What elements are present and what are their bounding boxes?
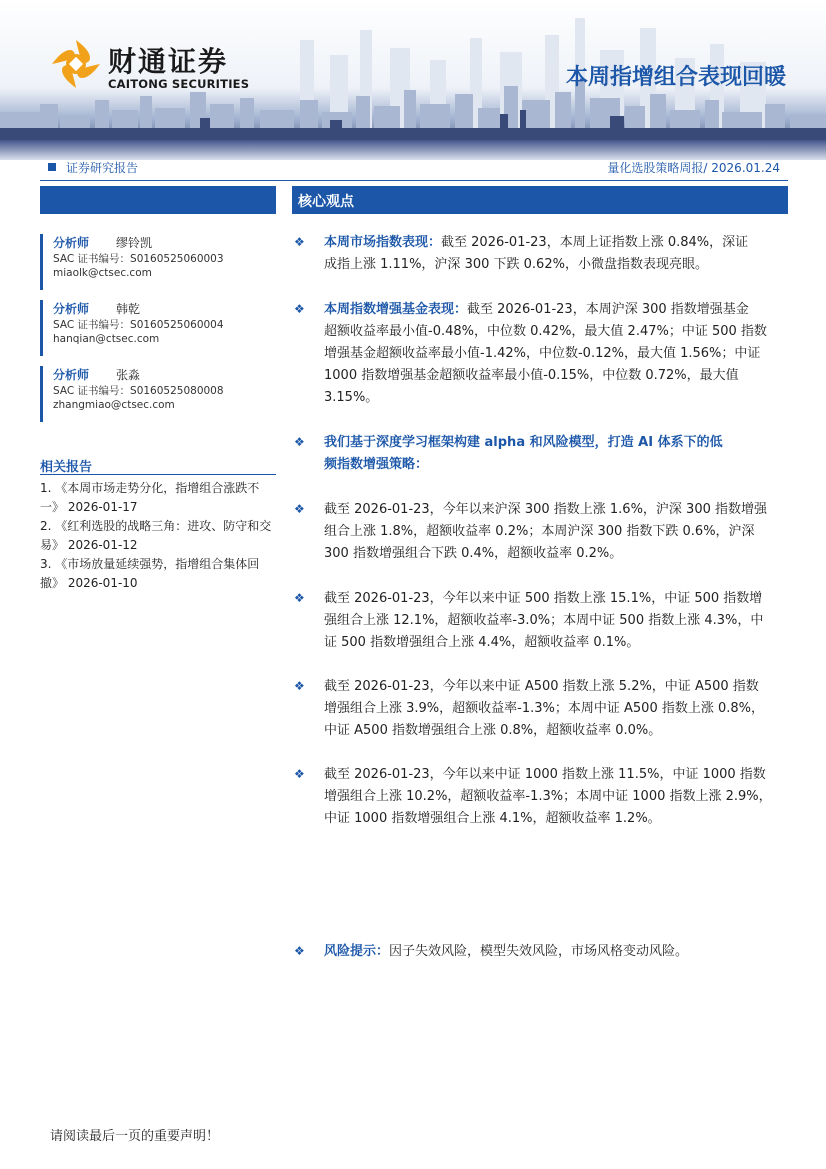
logo-chinese-name: 财通证券 (108, 45, 229, 78)
risk-warning-label: 风险提示： (324, 944, 390, 959)
core-views-title: 核心观点 (298, 194, 354, 210)
analyst-sac-number: SAC 证书编号：S0160525080008 (53, 385, 224, 397)
related-report-line[interactable]: 易》 2026-01-12 (40, 538, 138, 552)
paragraph-line: 证 500 指数增强组合上涨 4.4%，超额收益率 0.1%。 (324, 635, 640, 650)
report-type-label: 证券研究报告 (66, 161, 139, 175)
core-views-banner (292, 186, 788, 214)
paragraph-line: 300 指数增强组合下跌 0.4%，超额收益率 0.2%。 (324, 546, 623, 561)
csi1000-paragraph (324, 764, 790, 830)
paragraph-line: 截至 2026-01-23，本周沪深 300 指数增强基金 (467, 302, 749, 317)
page-header (0, 0, 826, 160)
diamond-bullet-icon: ❖ (294, 235, 305, 249)
analyst-card (40, 300, 279, 356)
paragraph-line: 截至 2026-01-23，今年以来中证 500 指数上涨 15.1%，中证 500 指数增 (324, 591, 763, 606)
company-logo (50, 38, 250, 98)
risk-warning-text: 因子失效风险，模型失效风险，市场风格变动风险。 (389, 944, 689, 959)
market-index-label: 本周市场指数表现： (324, 235, 442, 250)
diamond-bullet-icon: ❖ (294, 591, 305, 605)
analyst-name: 缪铃凯 (116, 236, 153, 250)
related-reports-title: 相关报告 (40, 456, 276, 475)
paragraph-line: 中证 A500 指数增强组合上涨 0.8%，超额收益率 0.0%。 (324, 723, 662, 738)
diamond-bullet-icon: ❖ (294, 502, 305, 516)
diamond-bullet-icon: ❖ (294, 767, 305, 781)
analyst-name: 韩乾 (116, 302, 141, 316)
diamond-bullet-icon: ❖ (294, 679, 305, 693)
analyst-name: 张淼 (116, 368, 141, 382)
market-index-paragraph (324, 232, 790, 276)
report-series-date: 量化选股策略周报/ 2026.01.24 (607, 161, 780, 175)
diamond-bullet-icon: ❖ (294, 302, 305, 316)
left-column-banner (40, 186, 276, 214)
paragraph-line: 增强组合上涨 10.2%，超额收益率-1.3%；本周中证 1000 指数上涨 2.9%， (324, 789, 772, 804)
paragraph-line: 截至 2026-01-23，今年以来中证 A500 指数上涨 5.2%，中证 A500 指数 (324, 679, 759, 694)
caitong-logo-icon (50, 38, 102, 90)
analyst-sac-number: SAC 证书编号：S0160525060004 (53, 319, 224, 331)
analyst-email[interactable]: hanqian@ctsec.com (53, 333, 160, 345)
related-report-line[interactable]: 一》 2026-01-17 (40, 500, 138, 514)
paragraph-line: 截至 2026-01-23，今年以来沪深 300 指数上涨 1.6%，沪深 300 指数增强 (324, 502, 767, 517)
related-report-line[interactable]: 撤》 2026-01-10 (40, 576, 138, 590)
paragraph-line: 截至 2026-01-23，本周上证指数上涨 0.84%，深证 (441, 235, 749, 250)
paragraph-line: 中证 1000 指数增强组合上涨 4.1%，超额收益率 1.2%。 (324, 811, 661, 826)
paragraph-line: 截至 2026-01-23，今年以来中证 1000 指数上涨 11.5%，中证 1000 指数 (324, 767, 766, 782)
csia500-paragraph (324, 676, 790, 742)
risk-warning-paragraph (324, 941, 790, 963)
analyst-role: 分析师 (53, 368, 90, 382)
paragraph-line: 超额收益率最小值-0.48%，中位数 0.42%，最大值 2.47%；中证 500 指数 (324, 324, 767, 339)
paragraph-line: 增强基金超额收益率最小值-1.42%，中位数-0.12%，最大值 1.56%；中证 (324, 346, 761, 361)
paragraph-line: 成指上涨 1.11%，沪深 300 下跌 0.62%，小微盘指数表现亮眼。 (324, 257, 708, 272)
enhanced-fund-label: 本周指数增强基金表现： (324, 302, 468, 317)
related-report-line[interactable]: 3. 《市场放量延续强势，指增组合集体回 (40, 557, 260, 571)
paragraph-line: 组合上涨 1.8%，超额收益率 0.2%；本周沪深 300 指数下跌 0.6%，沪深 (324, 524, 755, 539)
paragraph-line: 频指数增强策略： (324, 457, 429, 472)
diamond-bullet-icon: ❖ (294, 944, 305, 958)
paragraph-line: 我们基于深度学习框架构建 alpha 和风险模型，打造 AI 体系下的低 (324, 435, 723, 450)
strategy-intro-paragraph (324, 432, 790, 476)
paragraph-line: 增强组合上涨 3.9%，超额收益率-1.3%；本周中证 A500 指数上涨 0.8%， (324, 701, 765, 716)
enhanced-fund-paragraph (324, 299, 790, 409)
csi300-paragraph (324, 499, 790, 565)
logo-english-name: CAITONG SECURITIES (108, 77, 250, 91)
analyst-email[interactable]: miaolk@ctsec.com (53, 267, 152, 279)
analyst-sac-number: SAC 证书编号：S0160525060003 (53, 253, 224, 265)
paragraph-line: 3.15%。 (324, 390, 379, 405)
paragraph-line: 强组合上涨 12.1%，超额收益率-3.0%；本周中证 500 指数上涨 4.3%，中 (324, 613, 764, 628)
analyst-role: 分析师 (53, 302, 90, 316)
diamond-bullet-icon: ❖ (294, 435, 305, 449)
analyst-card (40, 366, 279, 422)
report-title: 本周指增组合表现回暖 (565, 65, 786, 90)
analyst-email[interactable]: zhangmiao@ctsec.com (53, 399, 175, 411)
disclaimer-notice: 请阅读最后一页的重要声明！ (50, 1129, 220, 1144)
csi500-paragraph (324, 588, 790, 654)
related-report-line[interactable]: 1. 《本周市场走势分化，指增组合涨跌不 (40, 481, 260, 495)
analyst-role: 分析师 (53, 236, 90, 250)
subheader-bar (40, 156, 788, 181)
paragraph-line: 1000 指数增强基金超额收益率最小值-0.15%，中位数 0.72%，最大值 (324, 368, 739, 383)
square-bullet-icon (48, 163, 56, 171)
analyst-card (40, 234, 279, 290)
related-reports-list (40, 479, 276, 593)
related-report-line[interactable]: 2. 《红利选股的战略三角：进攻、防守和交 (40, 519, 272, 533)
